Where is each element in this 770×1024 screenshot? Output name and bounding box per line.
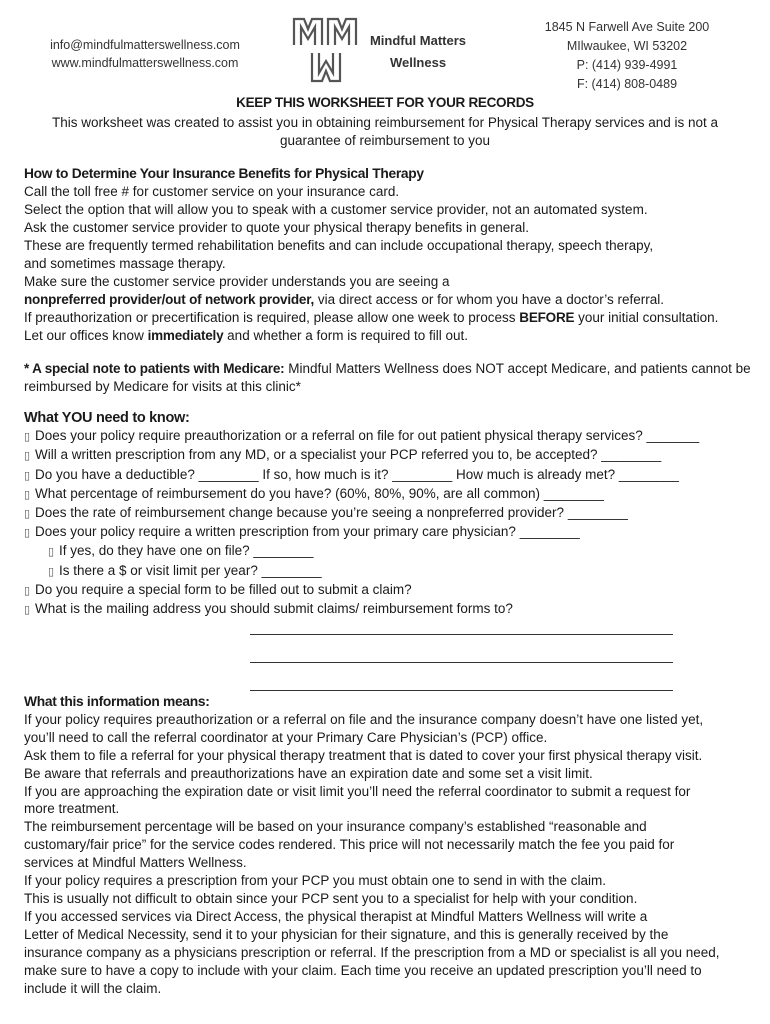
website-link[interactable]: www.mindfulmatterswellness.com	[51, 56, 239, 70]
benefits-line: Ask the customer service provider to quote your physical therapy benefits in general.	[24, 220, 530, 235]
checkbox-icon[interactable]: ▯	[24, 469, 31, 482]
means-line: Letter of Medical Necessity, send it to your physician for their signature, and this is generally received by the	[24, 926, 669, 942]
checklist-item	[24, 446, 754, 465]
checkbox-icon[interactable]: ▯	[24, 584, 31, 597]
benefits-line: Make sure the customer service provider understands you are seeing a	[24, 274, 450, 289]
means-line: If your policy requires a prescription from your PCP you must obtain one to send in with the claim.	[24, 873, 607, 889]
nonpreferred-line	[24, 291, 754, 309]
means-line: The reimbursement percentage will be based on your insurance company’s established “reasonable and	[24, 819, 647, 835]
checkbox-icon[interactable]: ▯	[48, 546, 55, 559]
checklist-text: Do you require a special form to be filled out to submit a claim?	[35, 581, 412, 597]
means-line: This is usually not difficult to obtain since your PCP sent you to a specialist for help with your condition.	[24, 890, 638, 906]
need-to-know-heading: What YOU need to know:	[24, 410, 190, 426]
offices-text-end: and whether a form is required to fill out.	[223, 328, 469, 343]
address-line2: MIlwaukee, WI 53202	[566, 39, 688, 53]
checkbox-icon[interactable]: ▯	[24, 488, 31, 501]
page-title: KEEP THIS WORKSHEET FOR YOUR RECORDS	[236, 95, 534, 110]
page-subtitle: This worksheet was created to assist you in obtaining reimbursement for Physical Therapy services and is not a guarantee of reimbursement to you	[51, 115, 719, 148]
checklist-item	[24, 504, 754, 523]
checklist-text: Does the rate of reimbursement change because you’re seeing a nonpreferred provider? ________	[35, 505, 628, 521]
mailing-address-line-1[interactable]	[250, 634, 673, 635]
offices-line	[24, 327, 754, 345]
checklist-item	[24, 523, 754, 542]
means-line: more treatment.	[24, 801, 120, 817]
precert-before: BEFORE	[519, 310, 575, 325]
checklist-text: Is there a $ or visit limit per year? ________	[59, 562, 322, 578]
medicare-note	[24, 360, 754, 396]
benefits-line: and sometimes massage therapy.	[24, 256, 226, 271]
checkbox-icon[interactable]: ▯	[24, 508, 31, 521]
checklist-item	[24, 466, 754, 485]
means-line: If you accessed services via Direct Access, the physical therapist at Mindful Matters Wellness will write a	[24, 908, 648, 924]
logo-wordmark	[354, 30, 482, 74]
checkbox-icon[interactable]: ▯	[24, 431, 31, 444]
medicare-text: Mindful Matters Wellness does NOT accept Medicare, and patients cannot be reimbursed by Medicare for visits at this clinic*	[24, 361, 751, 394]
phone-number: P: (414) 939-4991	[576, 58, 678, 72]
precert-text-end: your initial consultation.	[574, 310, 719, 325]
need-to-know-section	[24, 409, 754, 619]
precert-text: If preauthorization or precertification is required, please allow one week to process	[24, 310, 520, 325]
contact-web	[40, 36, 250, 72]
fax-number: F: (414) 808-0489	[576, 77, 678, 91]
checklist-text: Do you have a deductible? ________ If so, how much is it? ________ How much is already met? ________	[35, 466, 679, 482]
address-line1: 1845 N Farwell Ave Suite 200	[544, 20, 710, 34]
logo-line2: Wellness	[389, 55, 447, 70]
means-line: If your policy requires preauthorization or a referral on file and the insurance company doesn’t have one listed yet,	[24, 711, 704, 727]
checklist-item	[24, 600, 754, 619]
email-link[interactable]: info@mindfulmatterswellness.com	[50, 38, 240, 52]
nonpreferred-bold: nonpreferred provider/out of network provider,	[24, 292, 315, 307]
means-line: Ask them to file a referral for your physical therapy treatment that is dated to cover your first physical therapy visit.	[24, 747, 703, 763]
checklist-text: What is the mailing address you should submit claims/ reimbursement forms to?	[35, 601, 513, 617]
means-line: customary/fair price” for the service codes rendered. This price will not necessarily match the fee you paid for	[24, 837, 675, 853]
offices-immediately: immediately	[147, 328, 224, 343]
checklist-text: Will a written prescription from any MD, or a specialist your PCP referred you to, be accepted? ________	[35, 447, 662, 463]
logo-line1: Mindful Matters	[369, 33, 467, 48]
means-line: make sure to have a copy to include with your claim. Each time you receive an updated prescription you’ll need to	[24, 962, 702, 978]
checklist-subitem	[24, 542, 754, 561]
checklist-text: What percentage of reimbursement do you have? (60%, 80%, 90%, are all common) ________	[35, 485, 604, 501]
checkbox-icon[interactable]: ▯	[48, 565, 55, 578]
letterhead	[0, 0, 770, 96]
checklist-item	[24, 427, 754, 446]
contact-address	[530, 18, 724, 94]
checklist-item	[24, 581, 754, 600]
benefits-section	[24, 165, 754, 345]
checklist-item	[24, 485, 754, 504]
means-line: Be aware that referrals and preauthorizations have an expiration date and some set a visit limit.	[24, 765, 593, 781]
means-line: If you are approaching the expiration date or visit limit you’ll need the referral coordinator to submit a request for	[24, 783, 691, 799]
checklist-subitem	[24, 562, 754, 581]
checkbox-icon[interactable]: ▯	[24, 527, 31, 540]
benefits-heading: How to Determine Your Insurance Benefits for Physical Therapy	[24, 166, 424, 181]
mailing-address-line-3[interactable]	[250, 690, 673, 691]
checklist-text: Does your policy require preauthorization or a referral on file for out patient physical therapy services? _______	[35, 428, 700, 444]
means-section	[24, 693, 754, 997]
benefits-line: These are frequently termed rehabilitation benefits and can include occupational therapy, speech therapy,	[24, 238, 654, 253]
means-line: insurance company as a physicians prescription or referral. If the prescription from a MD or specialist is all you need,	[24, 944, 720, 960]
precert-line	[24, 309, 754, 327]
means-line: you’ll need to call the referral coordinator at your Primary Care Physician’s (PCP) office.	[24, 729, 548, 745]
checklist-text: Does your policy require a written prescription from your primary care physician? ________	[35, 524, 580, 540]
checkbox-icon[interactable]: ▯	[24, 450, 31, 463]
mailing-address-line-2[interactable]	[250, 662, 673, 663]
medicare-paragraph	[24, 360, 754, 396]
benefits-line: Select the option that will allow you to speak with a customer service provider, not an automated system.	[24, 202, 648, 217]
offices-text: Let our offices know	[24, 328, 148, 343]
means-line: services at Mindful Matters Wellness.	[24, 855, 247, 871]
nonpreferred-rest: via direct access or for whom you have a doctor’s referral.	[314, 292, 664, 307]
checkbox-icon[interactable]: ▯	[24, 604, 31, 617]
checklist-text: If yes, do they have one on file? ________	[59, 543, 314, 559]
medicare-label: * A special note to patients with Medicare:	[24, 361, 285, 376]
means-heading: What this information means:	[24, 694, 210, 709]
means-line: include it will the claim.	[24, 980, 162, 996]
benefits-line: Call the toll free # for customer service on your insurance card.	[24, 184, 400, 199]
